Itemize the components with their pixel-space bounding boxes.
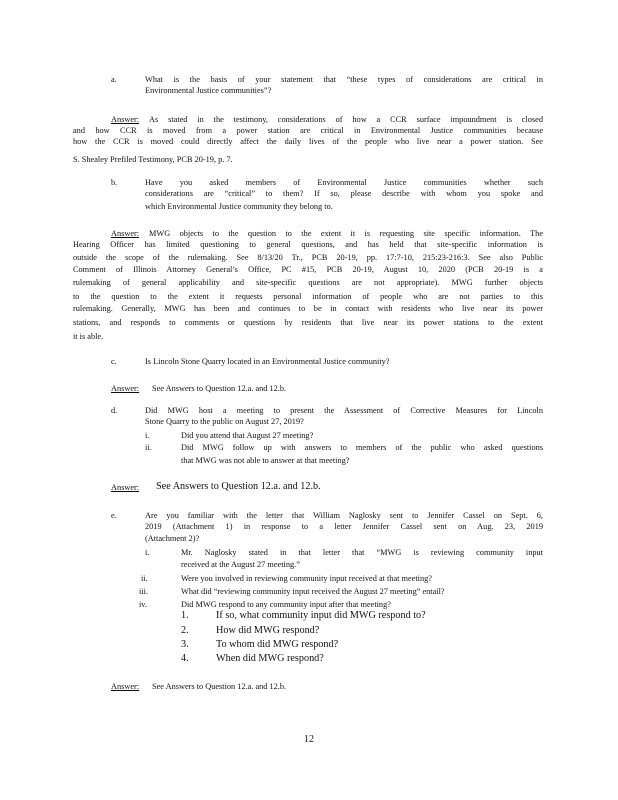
question-e-sub-ii-marker: ii. xyxy=(141,574,148,583)
numbered-item-2-marker: 2. xyxy=(181,625,189,636)
question-b-marker: b. xyxy=(111,178,118,187)
question-c-marker: c. xyxy=(111,357,117,366)
question-b-line-3: which Environmental Justice community they belong to. xyxy=(145,202,333,211)
answer-a-line-2: and how CCR is moved from a power station are critical in Environmental Justice communities because xyxy=(73,126,543,135)
answer-a-label: Answer: xyxy=(111,115,140,124)
question-e-sub-i-line-2: received at the August 27 meeting.” xyxy=(181,560,300,569)
answer-d-text: See Answers to Question 12.a. and 12.b. xyxy=(156,481,321,492)
answer-b-line-4: Comment of Illinois Attorney General’s Office, PC #15, PCB 20-19, August 10, 2020 (PCB 20-19 is a xyxy=(73,265,543,274)
question-b-line-1: Have you asked members of Environmental Justice communities whether such xyxy=(145,178,543,187)
answer-b-line-2: Hearing Officer has limited questioning to general questions, and has held that site-specific information is xyxy=(73,240,543,249)
question-d-sub-i-marker: i. xyxy=(145,431,150,440)
answer-c-label: Answer: xyxy=(111,384,140,393)
question-d-line-1: Did MWG host a meeting to present the Assessment of Corrective Measures for Lincoln xyxy=(145,406,543,415)
answer-d-label: Answer: xyxy=(111,483,140,492)
numbered-item-1-marker: 1. xyxy=(181,610,189,621)
question-e-sub-i-line-1: Mr. Naglosky stated in that letter that “MWG is reviewing community input xyxy=(181,548,543,557)
answer-e-text: See Answers to Question 12.a. and 12.b. xyxy=(152,682,287,691)
question-d-sub-ii-line-1: Did MWG follow up with answers to members of the public who asked questions xyxy=(181,443,543,452)
page-number: 12 xyxy=(304,734,314,745)
numbered-item-3-marker: 3. xyxy=(181,639,189,650)
numbered-item-1-text: If so, what community input did MWG respond to? xyxy=(216,610,426,621)
answer-b-line-5: rulemaking of general applicability and site-specific questions are not appropriate). MWG further objects xyxy=(73,278,543,287)
question-a-marker: a. xyxy=(111,75,117,84)
question-c-text: Is Lincoln Stone Quarry located in an Environmental Justice community? xyxy=(145,357,390,366)
answer-a-line-1: As stated in the testimony, considerations of how a CCR surface impoundment is closed xyxy=(149,115,543,124)
answer-a-line-4: S. Shealey Prefiled Testimony, PCB 20-19, p. 7. xyxy=(73,155,233,164)
question-d-sub-ii-marker: ii. xyxy=(145,443,152,452)
answer-b-line-7: rulemaking. Generally, MWG has been and continues to be in contact with residents who live near its power xyxy=(73,304,543,313)
question-d-line-2: Stone Quarry to the public on August 27, 2019? xyxy=(145,417,304,426)
question-d-sub-i-text: Did you attend that August 27 meeting? xyxy=(181,431,314,440)
answer-b-line-6: to the question to the extent it requests personal information of people who are not parties to this xyxy=(73,292,543,301)
answer-a-line-3: how the CCR is moved could directly affect the daily lives of the people who live near a power station. See xyxy=(73,137,543,146)
question-e-line-3: (Attachment 2)? xyxy=(145,534,200,543)
question-e-sub-i-marker: i. xyxy=(145,548,150,557)
answer-b-line-9: it is able. xyxy=(73,332,104,341)
answer-b-label: Answer: xyxy=(111,229,140,238)
question-e-marker: e. xyxy=(111,511,117,520)
question-e-sub-iii-text: What did “reviewing community input received the August 27 meeting” entail? xyxy=(181,587,445,596)
answer-b-line-3: outside the scope of the rulemaking. See 8/13/20 Tr., PCB 20-19, pp. 17:7-10, 215:23-216:3. See also Public xyxy=(73,253,543,262)
question-e-line-2: 2019 (Attachment 1) in response to a letter Jennifer Cassel sent on Aug. 23, 2019 xyxy=(145,522,543,531)
numbered-item-3-text: To whom did MWG respond? xyxy=(216,639,339,650)
answer-c-text: See Answers to Question 12.a. and 12.b. xyxy=(152,384,287,393)
numbered-item-2-text: How did MWG respond? xyxy=(216,625,320,636)
question-e-sub-ii-text: Were you involved in reviewing community input received at that meeting? xyxy=(181,574,432,583)
numbered-item-4-marker: 4. xyxy=(181,653,189,664)
question-e-line-1: Are you familiar with the letter that William Naglosky sent to Jennifer Cassel on Sept. 6, xyxy=(145,511,543,520)
question-e-sub-iv-text: Did MWG respond to any community input after that meeting? xyxy=(181,600,391,609)
question-b-line-2: considerations are “critical” to them? If so, please describe with whom you spoke and xyxy=(145,189,543,198)
question-e-sub-iii-marker: iii. xyxy=(139,587,148,596)
question-e-sub-iv-marker: iv. xyxy=(139,600,147,609)
question-a-line-2: Environmental Justice communities”? xyxy=(145,86,272,95)
question-d-sub-ii-line-2: that MWG was not able to answer at that meeting? xyxy=(181,456,350,465)
numbered-item-4-text: When did MWG respond? xyxy=(216,653,324,664)
answer-b-line-1: MWG objects to the question to the extent it is requesting site specific information. The xyxy=(149,229,543,238)
question-a-line-1: What is the basis of your statement that “these types of considerations are critical in xyxy=(145,75,543,84)
question-d-marker: d. xyxy=(111,406,118,415)
answer-b-line-8: stations, and responds to comments or questions by residents that live near its power stations to the extent xyxy=(73,318,543,327)
answer-e-label: Answer: xyxy=(111,682,140,691)
